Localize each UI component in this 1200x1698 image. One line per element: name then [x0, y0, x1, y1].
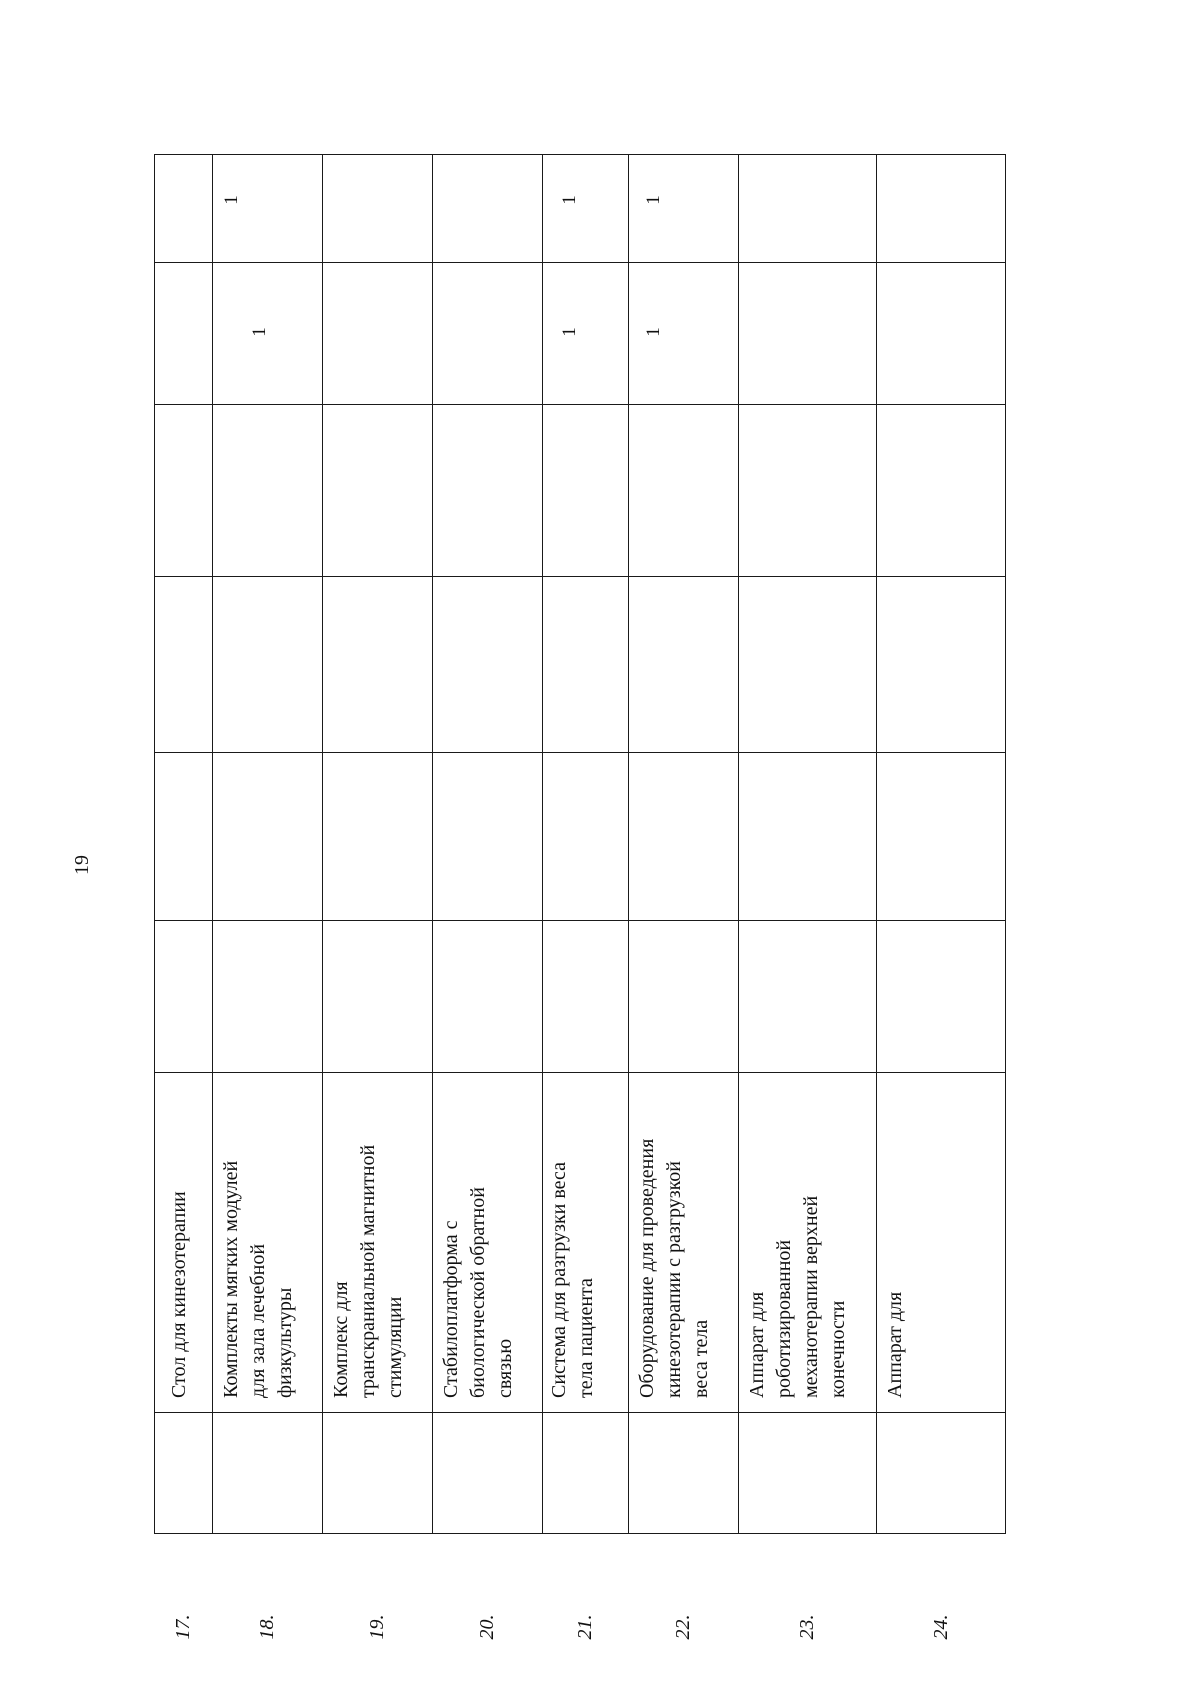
equipment-name: Система для разгрузки веса тела пациента — [548, 1161, 597, 1398]
row-number: 21. — [574, 1614, 596, 1640]
equipment-name: Комплекты мягких модулей для зала лечебной физкультуры — [220, 1160, 296, 1398]
quantity-cell: 1 — [643, 195, 664, 205]
row-number: 20. — [476, 1614, 498, 1640]
equipment-name: Комплекс для транскраниальной магнитной стимуляции — [330, 1144, 406, 1398]
equipment-name: Аппарат для — [884, 1291, 906, 1398]
row-number: 22. — [672, 1614, 694, 1640]
quantity-cell: 1 — [249, 327, 270, 337]
quantity-cell: 1 — [559, 327, 580, 337]
quantity-cell: 1 — [643, 327, 664, 337]
equipment-name: Аппарат для роботизированной механотерапии верхней конечности — [746, 1195, 849, 1398]
equipment-name: Стабилоплатформа с биологической обратной связью — [440, 1187, 516, 1398]
equipment-name: Оборудование для проведения кинезотерапии с разгрузкой веса тела — [636, 1138, 712, 1398]
quantity-cell: 1 — [559, 195, 580, 205]
row-number: 24. — [930, 1614, 952, 1640]
row-number: 19. — [366, 1614, 388, 1640]
row-number: 23. — [796, 1614, 818, 1640]
row-number: 18. — [256, 1614, 278, 1640]
quantity-cell: 1 — [221, 195, 242, 205]
page-number: 19 — [71, 855, 93, 875]
equipment-name: Стол для кинезотерапии — [168, 1191, 190, 1398]
row-number: 17. — [172, 1614, 194, 1640]
